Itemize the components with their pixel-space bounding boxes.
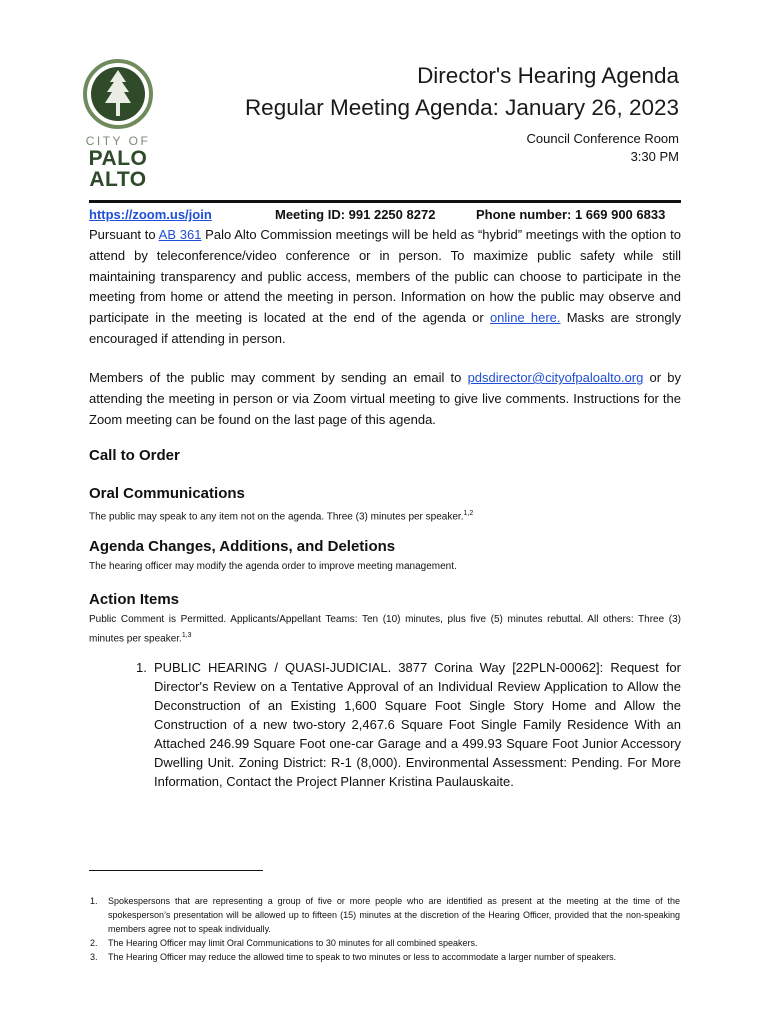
footnote-text: Spokespersons that are representing a group of five or more people who are identified as present at the meeting at the time of the spokesperson’s presentation will be allowed up to fifteen (15) minutes at the discretion of the Hearing Officer, provided that the non-speaking members agree not to speak individually.: [108, 896, 680, 934]
oral-note-text: The public may speak to any item not on the agenda. Three (3) minutes per speaker.: [89, 511, 464, 523]
oral-communications-note: [89, 506, 681, 525]
agenda-changes-heading: Agenda Changes, Additions, and Deletions: [89, 538, 396, 555]
footnote-number: 2.: [90, 938, 98, 948]
footnote-item: [90, 950, 680, 964]
meeting-location: Council Conference Room: [526, 131, 679, 146]
logo-palo: PALO: [88, 147, 148, 170]
comment-paragraph: [89, 368, 681, 430]
action-items-note: [89, 612, 681, 647]
oral-footnote-ref: 1,2: [463, 510, 474, 517]
header-divider: [89, 200, 681, 203]
agenda-item-number: 1.: [136, 660, 147, 675]
agenda-item-text: PUBLIC HEARING / QUASI-JUDICIAL. 3877 Corina Way [22PLN-00062]: Request for Director's Review on a Tentative Approval of an Individual Review Application to Allow the Deconstruction of an Existing 1,600 Square Foot Single Story Home and Allow the Construction of a new two-story 2,467.6 Square Foot Single Family Residence With an Attached 246.99 Square Foot one-car Garage and a 499.93 Square Foot Junior Accessory Dwelling Unit. Zoning District: R-1 (8,000). Environmental Assessment: Pending. For More Information, Contact the Project Planner Kristina Paulauskaite.: [154, 660, 681, 789]
intro-text-a: Pursuant to: [89, 227, 159, 242]
footnotes: [90, 894, 680, 964]
logo-alto: ALTO: [89, 168, 147, 191]
footnote-number: 1.: [90, 896, 98, 906]
footnote-item: [90, 894, 680, 936]
action-note-text: Public Comment is Permitted. Applicants/Appellant Teams: Ten (10) minutes, plus five (5) minutes rebuttal. All others: Three (3) minutes per speaker.: [89, 614, 681, 645]
online-here-link[interactable]: online here.: [489, 310, 561, 326]
meeting-info-line: [89, 207, 681, 222]
footnote-text: The Hearing Officer may reduce the allowed time to speak to two minutes or less to accommodate a larger number of speakers.: [108, 952, 617, 962]
agenda-changes-note: The hearing officer may modify the agenda order to improve meeting management.: [89, 561, 457, 572]
logo-city-of: CITY OF: [85, 134, 151, 148]
meeting-id: Meeting ID: 991 2250 8272: [275, 207, 436, 222]
meeting-time: 3:30 PM: [630, 149, 679, 164]
action-items-heading: Action Items: [89, 591, 180, 608]
footnote-item: [90, 936, 680, 950]
page-title: Director's Hearing Agenda: [417, 63, 679, 88]
call-to-order-heading: Call to Order: [89, 447, 180, 464]
city-logo: [82, 58, 154, 190]
oral-communications-heading: Oral Communications: [89, 485, 245, 502]
phone-number: Phone number: 1 669 900 6833: [476, 207, 666, 222]
email-link[interactable]: pdsdirector@cityofpaloalto.org: [467, 370, 644, 385]
agenda-item: [136, 658, 681, 791]
intro-text-c: Masks are strongly encouraged if attending in person.: [89, 310, 682, 346]
ab361-link[interactable]: AB 361: [158, 227, 202, 242]
intro-text-b: Palo Alto Commission meetings will be held as “hybrid” meetings with the option to attend by teleconference/video conference or in person. To maximize public safety while still maintaining transparency and public access, members of the public can choose to participate in the meeting from home or attend the meeting in person. Information on how the public may observe and participate in the meeting is located at the end of the agenda or: [89, 227, 681, 326]
intro-paragraph: [89, 225, 681, 350]
header-title-block: [245, 60, 679, 166]
comment-text-a: Members of the public may comment by sending an email to: [89, 370, 468, 385]
footnote-text: The Hearing Officer may limit Oral Communications to 30 minutes for all combined speakers.: [108, 938, 478, 948]
zoom-link[interactable]: https://zoom.us/join: [89, 207, 212, 222]
tree-emblem-icon: [82, 58, 154, 130]
footnote-number: 3.: [90, 952, 98, 962]
action-footnote-ref: 1,3: [181, 632, 192, 639]
page-subtitle: Regular Meeting Agenda: January 26, 2023: [244, 95, 679, 120]
footnote-divider: [89, 870, 263, 871]
comment-text-b: or by attending the meeting in person or via Zoom virtual meeting to give live comments. Instructions for the Zoom meeting can be found on the last page of this agenda.: [89, 370, 682, 427]
